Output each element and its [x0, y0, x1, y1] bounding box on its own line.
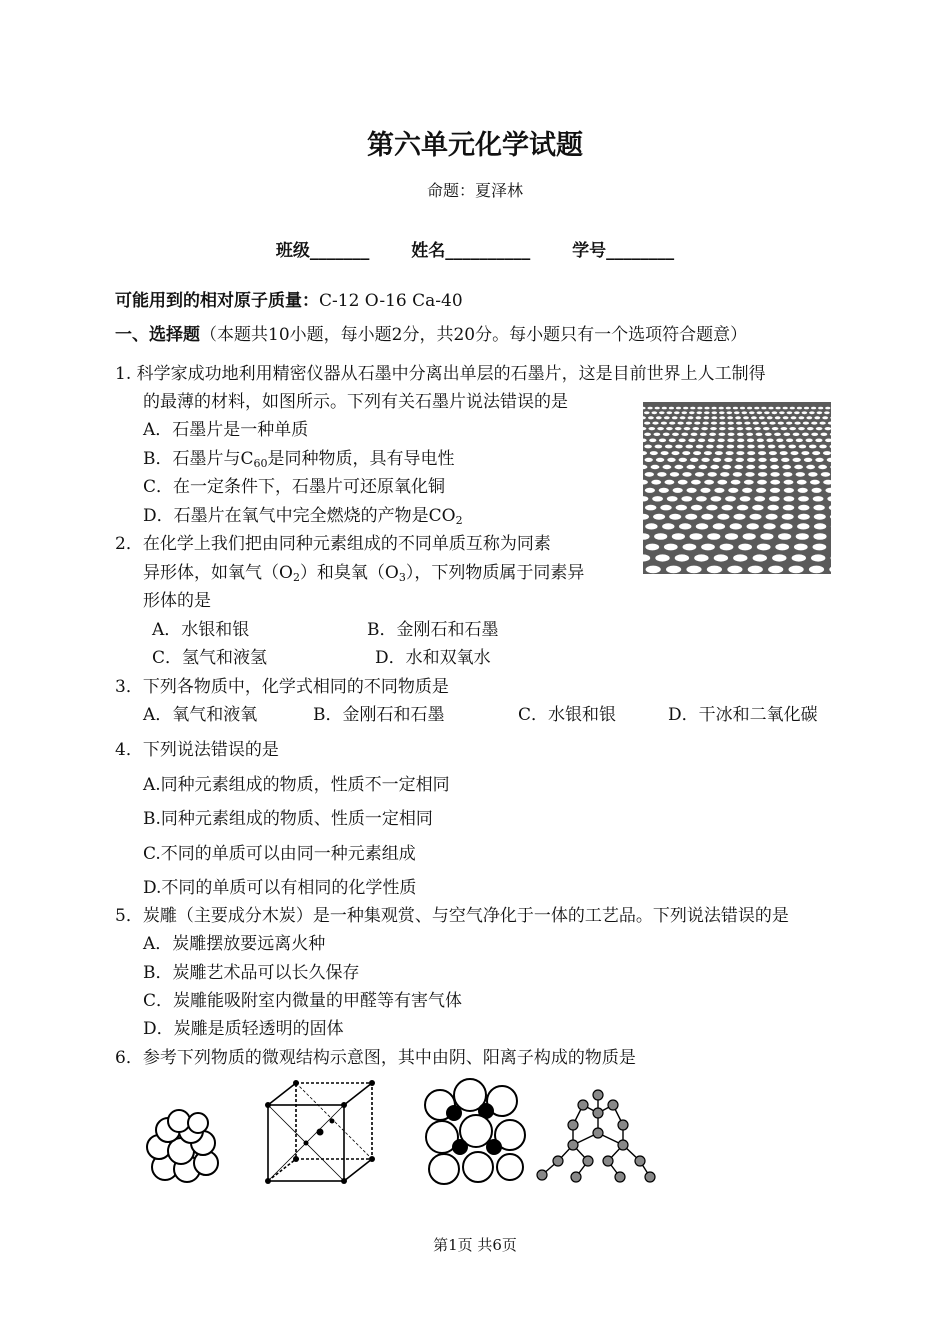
name-field[interactable]: 姓名__________ — [411, 241, 531, 261]
q1-option-a[interactable]: A．石墨片是一种单质 — [143, 420, 309, 440]
q5-option-c[interactable]: C．炭雕能吸附室内微量的甲醛等有害气体 — [143, 991, 463, 1011]
page-footer: 第1页 共6页 — [433, 1236, 517, 1254]
q1-option-d[interactable]: D．石墨片在氧气中完全燃烧的产物是$CO_2$ — [143, 506, 463, 527]
section1-title: 一、选择题 — [115, 325, 200, 345]
q2-stem-line1: 2．在化学上我们把由同种元素组成的不同单质互称为同素 — [115, 534, 551, 554]
q2-option-c[interactable]: C．氢气和液氢 — [152, 648, 268, 668]
structure-figure-b — [256, 1075, 396, 1187]
atomic-mass-values: C-12 O-16 Ca-40 — [319, 291, 463, 311]
structure-figure-c — [420, 1075, 532, 1187]
q1-stem-line2: 的最薄的材料，如图所示。下列有关石墨片说法错误的是 — [143, 392, 568, 412]
q4-stem: 4．下列说法错误的是 — [115, 740, 279, 760]
q4-option-a[interactable]: A.同种元素组成的物质，性质不一定相同 — [143, 775, 450, 795]
student-info-line — [0, 236, 950, 261]
q3-option-a[interactable]: A．氧气和液氧 — [143, 705, 258, 725]
section1-note: （本题共10小题，每小题2分，共20分。每小题只有一个选项符合题意） — [200, 325, 748, 345]
q4-option-b[interactable]: B.同种元素组成的物质、性质一定相同 — [143, 809, 433, 829]
q5-option-b[interactable]: B．炭雕艺术品可以长久保存 — [143, 963, 360, 983]
q1-option-c[interactable]: C．在一定条件下，石墨片可还原氧化铜 — [143, 477, 446, 497]
q3-option-c[interactable]: C．水银和银 — [518, 705, 617, 725]
q5-option-a[interactable]: A．炭雕摆放要远离火种 — [143, 934, 326, 954]
q1-option-b[interactable]: B．石墨片与$C_{60}$是同种物质，具有导电性 — [143, 449, 455, 470]
number-field[interactable]: 学号________ — [572, 241, 675, 261]
section1-heading — [115, 324, 747, 346]
page-title: 第六单元化学试题 — [367, 130, 583, 161]
q5-stem: 5．炭雕（主要成分木炭）是一种集观赏、与空气净化于一体的工艺品。下列说法错误的是 — [115, 906, 789, 926]
q2-option-a[interactable]: A．水银和银 — [152, 620, 250, 640]
structure-figure-d — [528, 1075, 658, 1187]
q3-option-b[interactable]: B．金刚石和石墨 — [313, 705, 445, 725]
class-field[interactable]: 班级_______ — [275, 241, 370, 261]
graphene-sheet-figure — [643, 402, 831, 574]
q5-option-d[interactable]: D．炭雕是质轻透明的固体 — [143, 1019, 344, 1039]
q3-stem: 3．下列各物质中，化学式相同的不同物质是 — [115, 677, 449, 697]
q2-stem-line2: 异形体，如氧气$(O_2)$和臭氧$(O_3)$，下列物质属于同素异 — [143, 563, 585, 584]
q4-option-d[interactable]: D.不同的单质可以有相同的化学性质 — [143, 878, 417, 898]
q4-option-c[interactable]: C.不同的单质可以由同一种元素组成 — [143, 844, 416, 864]
q2-stem-line3: 形体的是 — [143, 591, 211, 611]
q2-option-d[interactable]: D．水和双氧水 — [375, 648, 491, 668]
structure-figure-a — [143, 1075, 223, 1187]
atomic-mass-label: 可能用到的相对原子质量： — [115, 291, 319, 311]
q1-stem-line1: 1. 科学家成功地利用精密仪器从石墨中分离出单层的石墨片，这是目前世界上人工制得 — [115, 364, 766, 384]
q3-option-d[interactable]: D．干冰和二氧化碳 — [668, 705, 818, 725]
q6-stem: 6．参考下列物质的微观结构示意图，其中由阴、阳离子构成的物质是 — [115, 1048, 636, 1068]
atomic-mass-line — [115, 290, 463, 312]
author-line: 命题：夏泽林 — [426, 181, 523, 200]
q2-option-b[interactable]: B．金刚石和石墨 — [367, 620, 499, 640]
